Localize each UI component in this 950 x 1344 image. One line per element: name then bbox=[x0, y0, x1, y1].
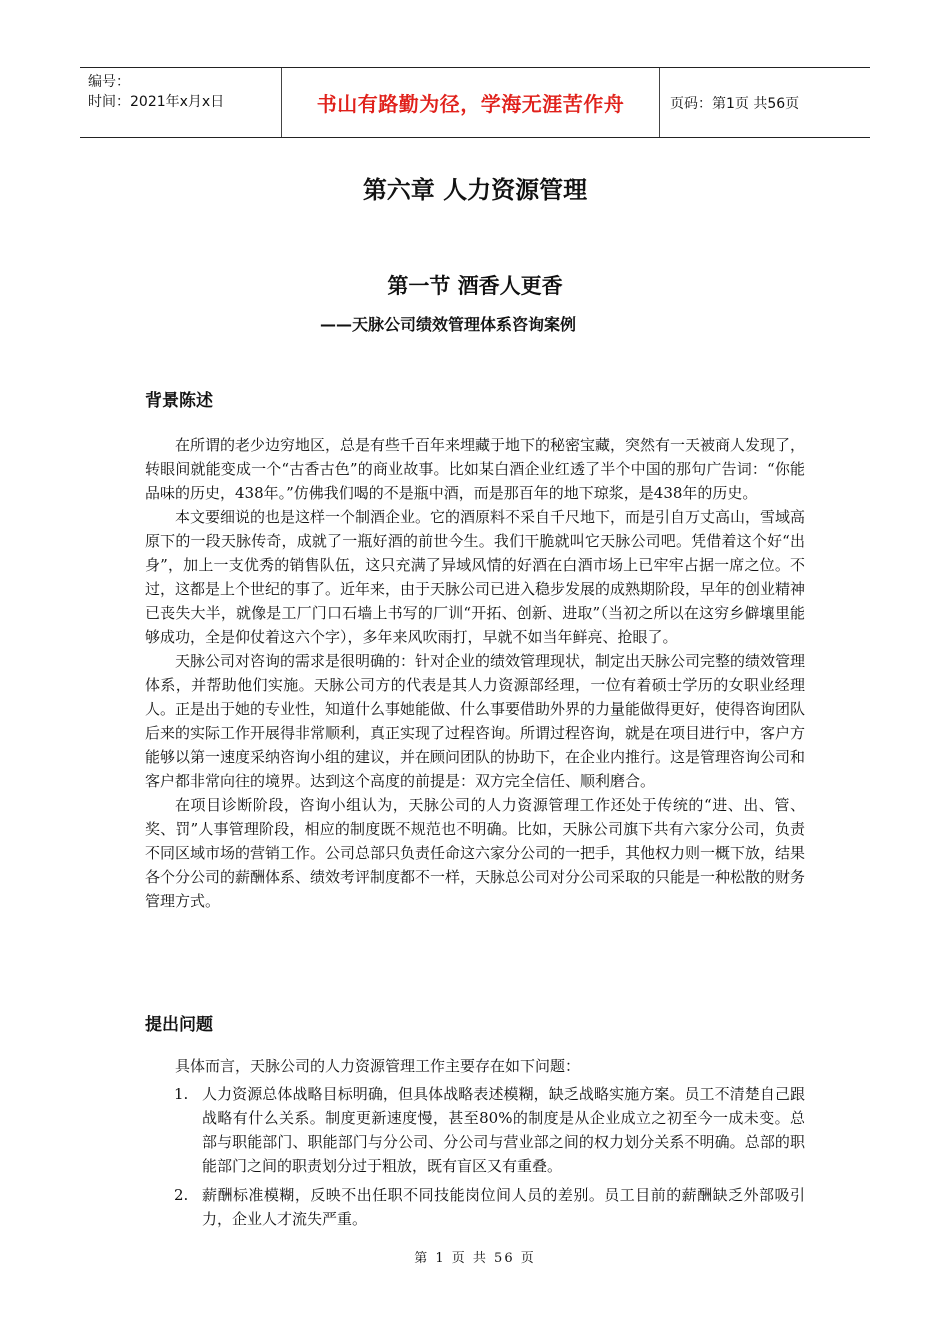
list-item bbox=[145, 1082, 805, 1178]
list-item-number: 1. bbox=[174, 1085, 189, 1103]
list-item-number: 2. bbox=[174, 1186, 189, 1204]
list-item-text: 薪酬标准模糊，反映不出任职不同技能岗位间人员的差别。员工目前的薪酬缺乏外部吸引力，企业人才流失严重。 bbox=[202, 1186, 805, 1228]
header-table bbox=[80, 67, 870, 138]
list-item bbox=[145, 1183, 805, 1231]
section-title: 第一节 酒香人更香 bbox=[387, 274, 563, 298]
background-heading: 背景陈述 bbox=[145, 391, 213, 411]
header-page-number: 页码：第1页 共56页 bbox=[670, 95, 800, 112]
problems-heading: 提出问题 bbox=[145, 1015, 213, 1035]
page-footer: 第 1 页 共 56 页 bbox=[414, 1251, 536, 1266]
paragraph: 本文要细说的也是这样一个制酒企业。它的酒原料不采自千尺地下，而是引自万丈高山，雪域高原下的一段天脉传奇，成就了一瓶好酒的前世今生。我们干脆就叫它天脉公司吧。凭借着这个好“出身”，加上一支优秀的销售队伍，这只充满了异域风情的好酒在白酒市场上已牢牢占据一席之位。不过，这都是上个世纪的事了。近年来，由于天脉公司已进入稳步发展的成熟期阶段，早年的创业精神已丧失大半，就像是工厂门口石墙上书写的厂训“开拓、创新、进取”（当初之所以在这穷乡僻壤里能够成功，全是仰仗着这六个字），多年来风吹雨打，早就不如当年鲜亮、抢眼了。 bbox=[145, 508, 806, 646]
background-body bbox=[145, 433, 805, 913]
problems-section bbox=[145, 1054, 805, 1236]
document-time-label: 时间：2021年x月x日 bbox=[88, 94, 225, 110]
paragraph: 在项目诊断阶段，咨询小组认为，天脉公司的人力资源管理工作还处于传统的“进、出、管、奖、罚”人事管理阶段，相应的制度既不规范也不明确。比如，天脉公司旗下共有六家分公司，负责不同区域市场的营销工作。公司总部只负责任命这六家分公司的一把手，其他权力则一概下放，结果各个分公司的薪酬体系、绩效考评制度都不一样，天脉总公司对分公司采取的只能是一种松散的财务管理方式。 bbox=[145, 796, 806, 910]
section-subtitle: ——天脉公司绩效管理体系咨询案例 bbox=[320, 315, 577, 334]
list-item-text: 人力资源总体战略目标明确，但具体战略表述模糊，缺乏战略实施方案。员工不清楚自己跟战略有什么关系。制度更新速度慢，甚至80%的制度是从企业成立之初至今一成未变。总部与职能部门、职能部门与分公司、分公司与营业部之间的权力划分关系不明确。总部的职能部门之间的职责划分过于粗放，既有盲区又有重叠。 bbox=[202, 1085, 806, 1175]
problems-intro: 具体而言，天脉公司的人力资源管理工作主要存在如下问题： bbox=[175, 1057, 581, 1075]
header-motto: 书山有路勤为径，学海无涯苦作舟 bbox=[282, 68, 660, 137]
paragraph: 天脉公司对咨询的需求是很明确的：针对企业的绩效管理现状，制定出天脉公司完整的绩效管理体系，并帮助他们实施。天脉公司方的代表是其人力资源部经理，一位有着硕士学历的女职业经理人。正是出于她的专业性，知道什么事她能做、什么事要借助外界的力量能做得更好，使得咨询团队后来的实际工作开展得非常顺利，真正实现了过程咨询。所谓过程咨询，就是在项目进行中，客户方能够以第一速度采纳咨询小组的建议，并在顾问团队的协助下，在企业内推行。这是管理咨询公司和客户都非常向往的境界。达到这个高度的前提是：双方完全信任、顺利磨合。 bbox=[145, 652, 806, 790]
document-number-label: 编号： bbox=[88, 74, 130, 90]
header-meta-cell bbox=[80, 68, 282, 137]
problems-list bbox=[145, 1082, 805, 1231]
paragraph: 在所谓的老少边穷地区，总是有些千百年来埋藏于地下的秘密宝藏，突然有一天被商人发现了，转眼间就能变成一个“古香古色”的商业故事。比如某白酒企业红透了半个中国的那句广告词：“你能品味的历史，438年。”仿佛我们喝的不是瓶中酒，而是那百年的地下琼浆，是438年的历史。 bbox=[145, 436, 806, 502]
chapter-title: 第六章 人力资源管理 bbox=[362, 176, 588, 204]
